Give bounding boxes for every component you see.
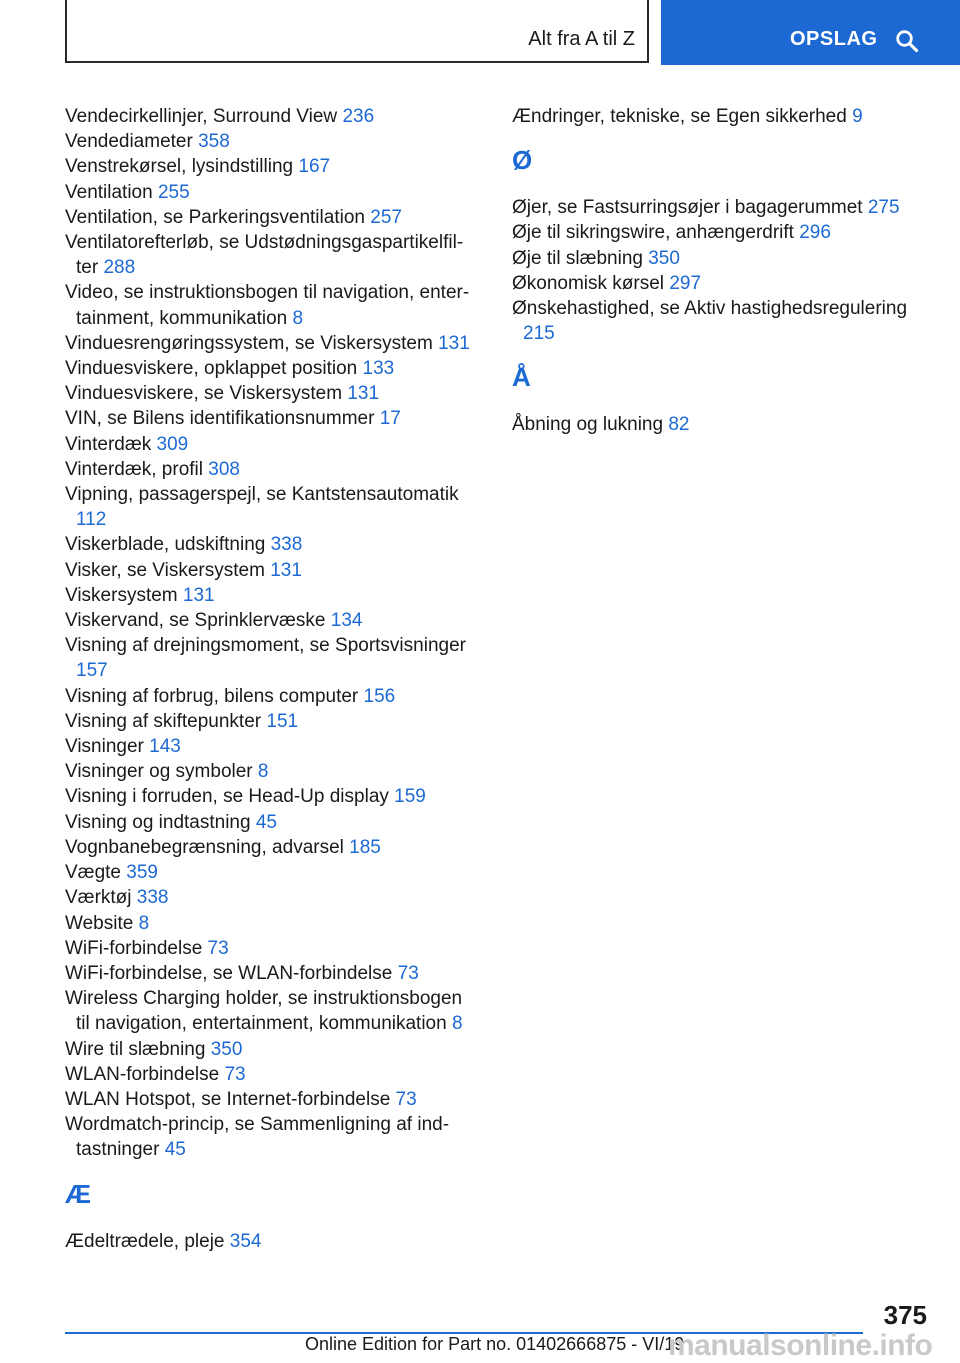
index-entry	[65, 1037, 475, 1062]
page-link[interactable]: 8	[138, 912, 150, 934]
index-entry	[65, 154, 475, 179]
index-entry-text: Vipning, passagerspejl, se Kantstensautomatik	[65, 484, 459, 506]
page-link[interactable]: 156	[363, 685, 396, 707]
index-entry-text: Viskersystem	[65, 584, 178, 606]
index-entry-text: Ønskehastighed, se Aktiv hastighedsregulering	[512, 298, 908, 320]
index-entry	[65, 129, 475, 154]
index-entry-text: Ædeltrædele, pleje	[65, 1230, 225, 1252]
index-column-right	[512, 104, 912, 438]
index-entry-text: Wireless Charging holder, se instruktionsbogen til navigation, entertainment, kommunikation	[65, 988, 463, 1035]
index-entry-text: VIN, se Bilens identifikationsnummer	[65, 408, 375, 430]
index-entry-text: Vognbanebegrænsning, advarsel	[65, 836, 344, 858]
index-entry	[65, 331, 475, 356]
page-link[interactable]: 131	[270, 559, 302, 581]
index-entry-text: Visker, se Viskersystem	[65, 559, 265, 581]
page-link[interactable]: 167	[298, 156, 331, 178]
index-entry-text: Viskervand, se Sprinklervæske	[65, 610, 326, 632]
index-entry	[65, 1229, 475, 1254]
page-link[interactable]: 8	[257, 761, 269, 783]
index-entry	[65, 280, 475, 330]
page-link[interactable]: 131	[347, 383, 380, 405]
index-entry	[65, 180, 475, 205]
index-entry-text: Ventilation	[65, 181, 153, 203]
page-link[interactable]: 131	[182, 584, 215, 606]
page-link[interactable]: 45	[164, 1139, 186, 1161]
index-entry-text: Venstrekørsel, lysindstilling	[65, 156, 294, 178]
page-link[interactable]: 185	[349, 836, 381, 858]
index-entry-text: Vinduesrengøringssystem, se Viskersystem	[65, 332, 433, 354]
page-link[interactable]: 73	[207, 937, 229, 959]
page-link[interactable]: 359	[126, 862, 158, 884]
page-link[interactable]: 159	[394, 786, 426, 808]
index-entry-text: WiFi-forbindelse, se WLAN-forbindelse	[65, 962, 393, 984]
index-entry-text: WiFi-forbindelse	[65, 937, 203, 959]
index-entry	[65, 381, 475, 406]
index-entry	[65, 734, 475, 759]
index-entry	[65, 230, 475, 280]
opslag-tab[interactable]	[661, 0, 960, 65]
index-entry	[65, 936, 475, 961]
search-icon	[895, 29, 919, 53]
index-entry-text: Visninger og symboler	[65, 761, 253, 783]
index-entry	[65, 532, 475, 557]
index-entry-text: Visning og indtastning	[65, 811, 251, 833]
index-entry	[65, 684, 475, 709]
index-entry	[512, 246, 912, 271]
index-entry	[65, 482, 475, 532]
section-title: Alt fra A til Z	[528, 28, 635, 50]
index-entry-text: Økonomisk kørsel	[512, 272, 665, 294]
index-entry-text: Vægte	[65, 862, 121, 884]
index-entry	[65, 709, 475, 734]
index-entry	[65, 911, 475, 936]
index-entry	[65, 558, 475, 583]
index-entry-text: Værktøj	[65, 887, 132, 909]
index-entry-text: WLAN-forbindelse	[65, 1063, 220, 1085]
index-letter-heading: Å	[512, 362, 531, 393]
index-entry-text: Visninger	[65, 736, 144, 758]
index-entry	[65, 457, 475, 482]
index-entry-text: WLAN Hotspot, se Internet-forbindelse	[65, 1088, 391, 1110]
page-link[interactable]: 73	[224, 1063, 246, 1085]
page-link[interactable]: 354	[229, 1230, 262, 1252]
index-entry	[65, 608, 475, 633]
page-link[interactable]: 151	[266, 710, 299, 732]
index-entry-text: Ændringer, tekniske, se Egen sikkerhed	[512, 106, 847, 127]
index-entry	[65, 860, 475, 885]
page-link[interactable]: 17	[379, 408, 401, 430]
page-link[interactable]: 143	[149, 736, 181, 758]
index-entry-text: Visning af forbrug, bilens computer	[65, 685, 359, 707]
index-entry	[65, 810, 475, 835]
index-entry-text: Vendecirkellinjer, Surround View	[65, 106, 338, 127]
index-entry-text: Øje til slæbning	[512, 247, 643, 269]
index-entry-text: Åbning og lukning	[512, 414, 664, 436]
index-entry-text: Visning af skiftepunkter	[65, 710, 262, 732]
index-entry-text: Website	[65, 912, 134, 934]
page-link[interactable]: 112	[76, 509, 107, 531]
page-link[interactable]: 257	[370, 206, 402, 228]
page-link[interactable]: 45	[255, 811, 277, 833]
index-entry-text: Vinduesviskere, opklappet position	[65, 358, 358, 380]
index-entry-text: Wordmatch-princip, se Sammenligning af indtastninger	[65, 1114, 450, 1161]
page-link[interactable]: 8	[451, 1013, 463, 1035]
page-link[interactable]: 134	[330, 610, 363, 632]
page-link[interactable]: 9	[852, 106, 863, 127]
footer-edition-text: Online Edition for Part no. 01402666875 - VI/19	[305, 1334, 685, 1354]
page-link[interactable]: 296	[799, 222, 831, 244]
index-entry	[65, 885, 475, 910]
opslag-label: OPSLAG	[790, 28, 878, 50]
index-entry	[65, 784, 475, 809]
page-link[interactable]: 288	[103, 257, 136, 279]
page-link[interactable]: 8	[292, 307, 304, 329]
index-entry	[512, 220, 912, 245]
watermark: manualsonline.info	[668, 1329, 933, 1362]
index-entry	[65, 205, 475, 230]
index-entry-text: Video, se instruktionsbogen til navigation, entertainment, kommunikation	[65, 282, 470, 329]
page-link[interactable]: 297	[669, 272, 702, 294]
index-entry-text: Visning i forruden, se Head-Up display	[65, 786, 389, 808]
index-entry	[65, 759, 475, 784]
index-entry	[65, 986, 475, 1036]
index-entry	[512, 271, 912, 296]
index-entry	[512, 104, 912, 129]
page-link[interactable]: 133	[362, 358, 395, 380]
index-entry	[65, 432, 475, 457]
page-link[interactable]: 308	[208, 458, 240, 480]
index-entry-text: Ventilation, se Parkeringsventilation	[65, 206, 365, 228]
page-link[interactable]: 157	[76, 660, 108, 682]
page-link[interactable]: 82	[668, 414, 690, 436]
index-entry	[65, 104, 475, 129]
index-entry-text: Øjer, se Fastsurringsøjer i bagagerummet	[512, 197, 863, 219]
index-letter-heading: Æ	[65, 1178, 91, 1209]
page-link[interactable]: 131	[438, 332, 470, 354]
index-entry-text: Visning af drejningsmoment, se Sportsvisninger	[65, 635, 466, 657]
header-bar	[65, 0, 649, 63]
index-entry	[65, 835, 475, 860]
index-entry	[65, 1112, 475, 1162]
index-entry	[512, 296, 912, 346]
index-letter-heading: Ø	[512, 145, 533, 176]
index-column-left	[65, 104, 475, 1254]
index-entry-text: Vinterdæk	[65, 433, 152, 455]
page-link[interactable]: 215	[523, 323, 555, 345]
page-link[interactable]: 350	[210, 1038, 243, 1060]
index-entry-text: Ventilatorefterløb, se Udstødningsgaspartikelfilter	[65, 232, 464, 279]
index-entry	[512, 412, 912, 437]
index-entry	[65, 961, 475, 986]
page-link[interactable]: 309	[156, 433, 189, 455]
index-entry	[65, 1087, 475, 1112]
index-entry	[65, 406, 475, 431]
page-link[interactable]: 358	[198, 131, 230, 153]
page-link[interactable]: 73	[397, 962, 419, 984]
index-entry-text: Viskerblade, udskiftning	[65, 534, 266, 556]
index-entry	[65, 356, 475, 381]
index-entry-text: Vinduesviskere, se Viskersystem	[65, 383, 343, 405]
index-entry-text: Wire til slæbning	[65, 1038, 206, 1060]
page-link[interactable]: 338	[270, 534, 303, 556]
index-entry	[512, 195, 912, 220]
index-entry	[65, 583, 475, 608]
page-number: 375	[883, 1300, 927, 1330]
page-link[interactable]: 338	[136, 887, 169, 909]
index-entry-text: Øje til sikringswire, anhængerdrift	[512, 222, 794, 244]
page-link[interactable]: 255	[157, 181, 190, 203]
index-entry-text: Vendediameter	[65, 131, 193, 153]
page-link[interactable]: 236	[342, 106, 375, 127]
index-entry	[65, 633, 475, 683]
page-link[interactable]: 275	[867, 197, 900, 219]
index-entry	[65, 1062, 475, 1087]
page-link[interactable]: 73	[395, 1088, 417, 1110]
index-entry-text: Vinterdæk, profil	[65, 458, 203, 480]
page-link[interactable]: 350	[648, 247, 680, 269]
